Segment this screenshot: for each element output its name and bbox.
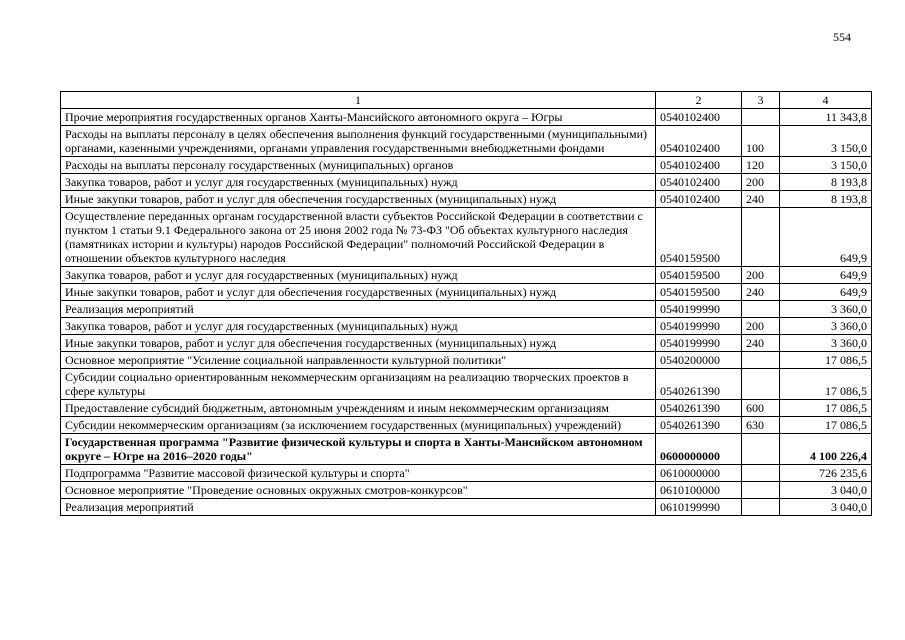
row-name-cell: Закупка товаров, работ и услуг для государственных (муниципальных) нужд [61,318,656,335]
table-row [61,369,872,400]
row-code-cell: 0600000000 [656,434,742,465]
row-name-cell: Расходы на выплаты персоналу в целях обеспечения выполнения функций государственными (муниципальными) органами, казенными учреждениями, органами управления государственными внебюджетными фондами [61,126,656,157]
row-code-cell: 0540102400 [656,191,742,208]
row-amount-cell: 17 086,5 [780,352,872,369]
row-code-cell: 0540261390 [656,417,742,434]
row-name-cell: Прочие мероприятия государственных органов Ханты-Мансийского автономного округа – Югры [61,109,656,126]
table-row [61,352,872,369]
row-type-cell: 200 [742,318,780,335]
row-code-cell: 0540159500 [656,208,742,267]
row-amount-cell: 3 150,0 [780,157,872,174]
row-name-cell: Реализация мероприятий [61,301,656,318]
row-amount-cell: 11 343,8 [780,109,872,126]
row-amount-cell: 649,9 [780,208,872,267]
row-code-cell: 0610199990 [656,499,742,516]
row-name-cell: Закупка товаров, работ и услуг для государственных (муниципальных) нужд [61,267,656,284]
row-type-cell: 630 [742,417,780,434]
row-type-cell [742,369,780,400]
row-code-cell: 0540102400 [656,174,742,191]
row-amount-cell: 4 100 226,4 [780,434,872,465]
row-code-cell: 0610100000 [656,482,742,499]
table-row [61,174,872,191]
row-code-cell: 0540102400 [656,157,742,174]
row-type-cell: 200 [742,174,780,191]
row-type-cell [742,109,780,126]
row-name-cell: Субсидии некоммерческим организациям (за исключением государственных (муниципальных) учреждений) [61,417,656,434]
row-name-cell: Субсидии социально ориентированным некоммерческим организациям на реализацию творческих проектов в сфере культуры [61,369,656,400]
table-row [61,157,872,174]
table-row [61,301,872,318]
header-col-2: 2 [656,92,742,109]
row-name-cell: Реализация мероприятий [61,499,656,516]
table-row [61,284,872,301]
table-row [61,482,872,499]
row-code-cell: 0540200000 [656,352,742,369]
row-code-cell: 0540261390 [656,400,742,417]
row-name-cell: Государственная программа "Развитие физической культуры и спорта в Ханты-Мансийском автономном округе – Югре на 2016–2020 годы" [61,434,656,465]
row-code-cell: 0540261390 [656,369,742,400]
row-name-cell: Иные закупки товаров, работ и услуг для обеспечения государственных (муниципальных) нужд [61,335,656,352]
row-type-cell [742,301,780,318]
table-row [61,465,872,482]
row-amount-cell: 17 086,5 [780,400,872,417]
row-name-cell: Основное мероприятие "Проведение основных окружных смотров-конкурсов" [61,482,656,499]
row-type-cell [742,352,780,369]
header-col-3: 3 [742,92,780,109]
header-col-4: 4 [780,92,872,109]
table-row [61,400,872,417]
table-row [61,109,872,126]
table-row [61,208,872,267]
table-row [61,434,872,465]
table-row [61,335,872,352]
budget-table [60,91,872,516]
row-type-cell [742,499,780,516]
row-code-cell: 0540102400 [656,126,742,157]
row-amount-cell: 17 086,5 [780,369,872,400]
row-code-cell: 0540102400 [656,109,742,126]
row-amount-cell: 17 086,5 [780,417,872,434]
row-type-cell: 600 [742,400,780,417]
row-code-cell: 0540199990 [656,335,742,352]
row-name-cell: Закупка товаров, работ и услуг для государственных (муниципальных) нужд [61,174,656,191]
header-col-1: 1 [61,92,656,109]
row-type-cell: 120 [742,157,780,174]
table-row [61,126,872,157]
row-name-cell: Основное мероприятие "Усиление социальной направленности культурной политики" [61,352,656,369]
row-amount-cell: 3 150,0 [780,126,872,157]
row-amount-cell: 8 193,8 [780,174,872,191]
row-amount-cell: 3 040,0 [780,499,872,516]
row-name-cell: Расходы на выплаты персоналу государственных (муниципальных) органов [61,157,656,174]
row-type-cell: 240 [742,284,780,301]
row-type-cell [742,434,780,465]
table-header-row [61,92,872,109]
row-amount-cell: 8 193,8 [780,191,872,208]
row-amount-cell: 649,9 [780,267,872,284]
row-amount-cell: 3 040,0 [780,482,872,499]
row-amount-cell: 3 360,0 [780,301,872,318]
row-name-cell: Подпрограмма "Развитие массовой физической культуры и спорта" [61,465,656,482]
row-type-cell: 240 [742,335,780,352]
table-body [61,109,872,516]
row-name-cell: Предоставление субсидий бюджетным, автономным учреждениям и иным некоммерческим организациям [61,400,656,417]
row-amount-cell: 726 235,6 [780,465,872,482]
page-number: 554 [833,30,851,44]
row-type-cell [742,208,780,267]
row-amount-cell: 3 360,0 [780,318,872,335]
row-name-cell: Осуществление переданных органам государственной власти субъектов Российской Федерации в соответствии с пунктом 1 статьи 9.1 Федерального закона от 25 июня 2002 года № 73-ФЗ "Об объектах культурного наследия (памятниках истории и культуры) народов Российской Федерации" полномочий Российской Федерации в отношении объектов культурного наследия [61,208,656,267]
row-code-cell: 0540159500 [656,267,742,284]
row-code-cell: 0540159500 [656,284,742,301]
table-row [61,499,872,516]
row-amount-cell: 649,9 [780,284,872,301]
row-type-cell [742,482,780,499]
row-code-cell: 0540199990 [656,318,742,335]
table-row [61,318,872,335]
row-type-cell [742,465,780,482]
row-amount-cell: 3 360,0 [780,335,872,352]
table-row [61,417,872,434]
row-type-cell: 200 [742,267,780,284]
row-name-cell: Иные закупки товаров, работ и услуг для обеспечения государственных (муниципальных) нужд [61,191,656,208]
row-name-cell: Иные закупки товаров, работ и услуг для обеспечения государственных (муниципальных) нужд [61,284,656,301]
row-type-cell: 100 [742,126,780,157]
row-code-cell: 0540199990 [656,301,742,318]
table-row [61,267,872,284]
table-row [61,191,872,208]
row-code-cell: 0610000000 [656,465,742,482]
row-type-cell: 240 [742,191,780,208]
